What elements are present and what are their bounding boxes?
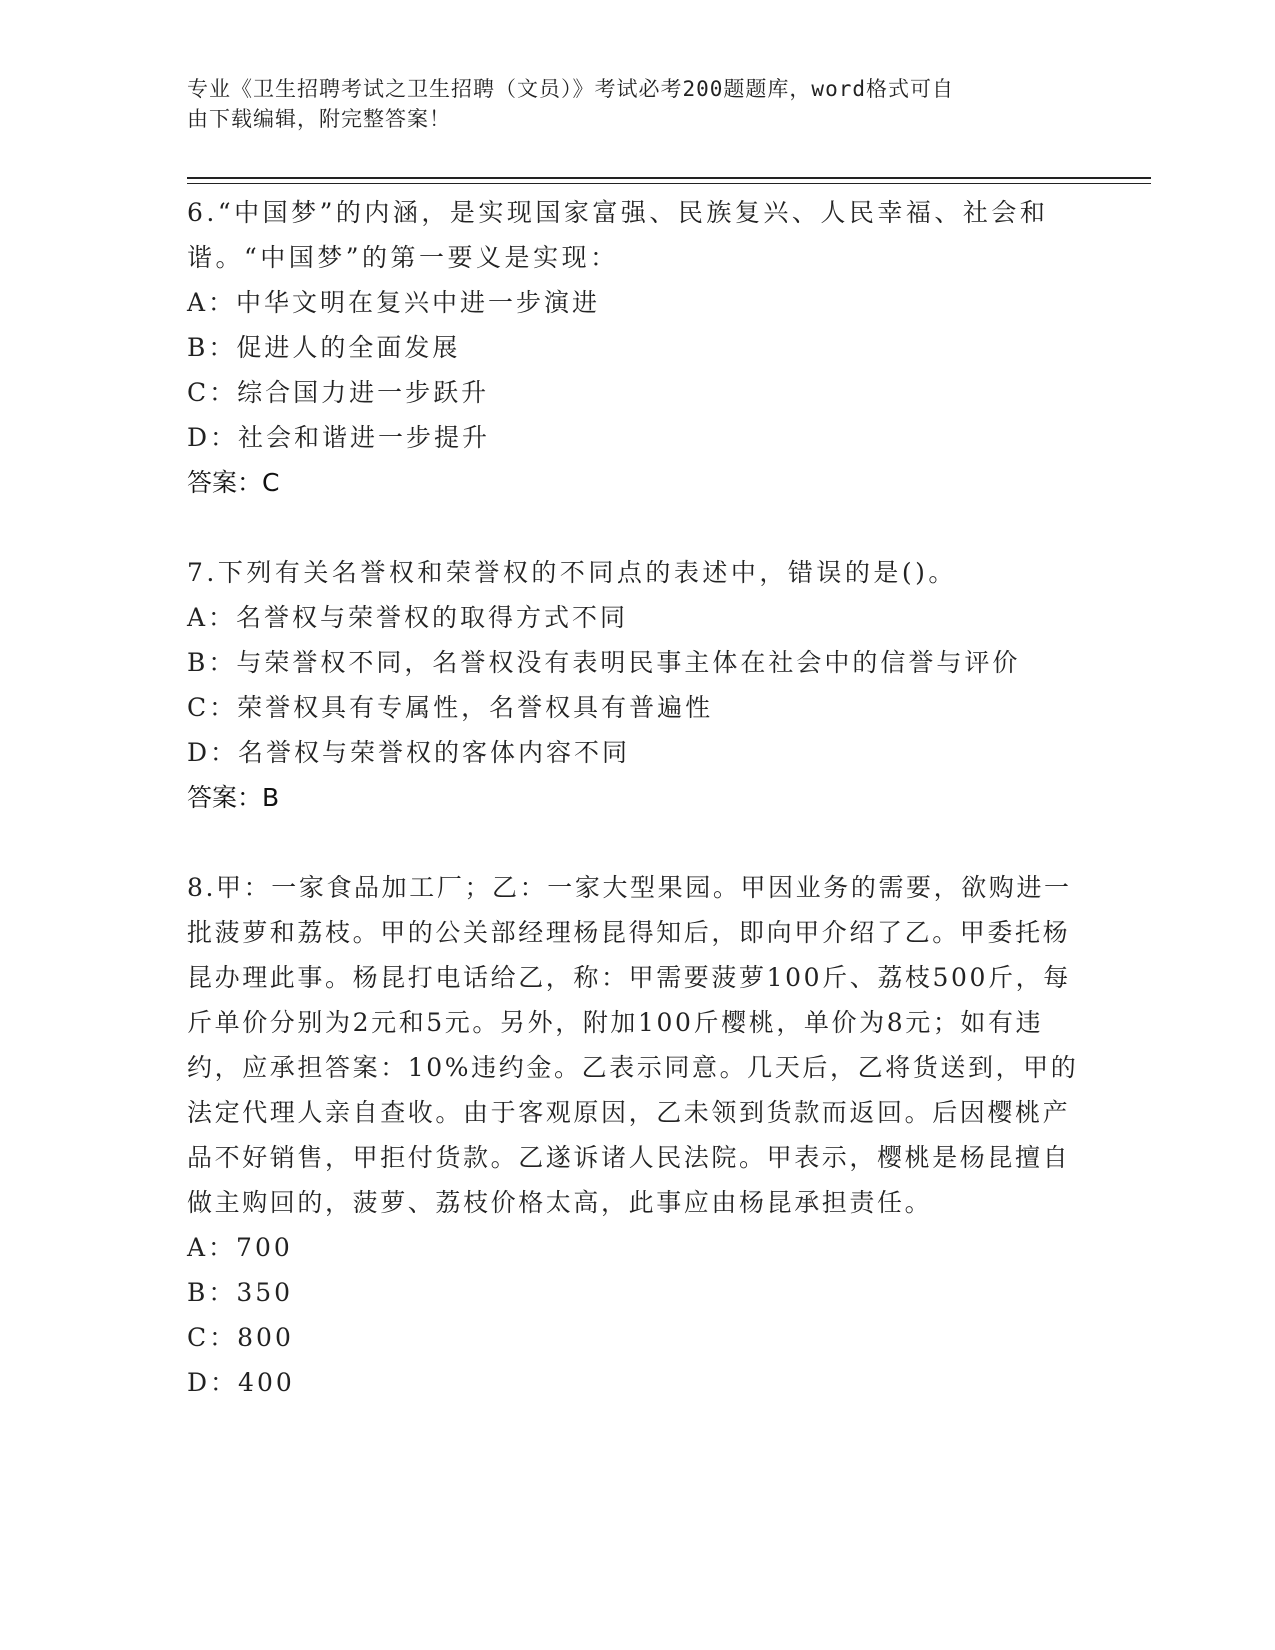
option-b: B：350 — [187, 1278, 294, 1307]
option-b: B：促进人的全面发展 — [187, 333, 461, 362]
header-line-1: 专业《卫生招聘考试之卫生招聘（文员）》考试必考200题题库，word格式可自 — [187, 77, 954, 101]
option-c: C：荣誉权具有专属性，名誉权具有普遍性 — [187, 693, 714, 722]
option-d: D：名誉权与荣誉权的客体内容不同 — [187, 738, 631, 767]
question-text: 6.“中国梦”的内涵，是实现国家富强、民族复兴、人民幸福、社会和谐。“中国梦”的第一要义是实现： — [187, 198, 1049, 272]
question-6 — [187, 190, 1087, 505]
option-c: C：综合国力进一步跃升 — [187, 378, 490, 407]
header-line-2: 由下载编辑，附完整答案！ — [187, 107, 451, 131]
option-d: D：400 — [187, 1368, 295, 1397]
question-text: 7.下列有关名誉权和荣誉权的不同点的表述中，错误的是()。 — [187, 558, 957, 587]
header-divider-thick — [187, 177, 1151, 179]
option-b: B：与荣誉权不同，名誉权没有表明民事主体在社会中的信誉与评价 — [187, 648, 1021, 677]
option-a: A：700 — [187, 1233, 293, 1262]
option-a: A：中华文明在复兴中进一步演进 — [187, 288, 601, 317]
answer-text: 答案：B — [187, 783, 280, 812]
question-8 — [187, 865, 1087, 1405]
answer-text: 答案：C — [187, 468, 280, 497]
header-divider-thin — [187, 183, 1151, 184]
question-list — [187, 190, 1087, 1405]
spacer — [187, 505, 1087, 550]
option-d: D：社会和谐进一步提升 — [187, 423, 491, 452]
option-c: C：800 — [187, 1323, 294, 1352]
option-a: A：名誉权与荣誉权的取得方式不同 — [187, 603, 629, 632]
spacer — [187, 820, 1087, 865]
question-7 — [187, 550, 1087, 820]
document-header — [187, 74, 1067, 134]
question-text: 8.甲：一家食品加工厂；乙：一家大型果园。甲因业务的需要，欲购进一批菠萝和荔枝。甲的公关部经理杨昆得知后，即向甲介绍了乙。甲委托杨昆办理此事。杨昆打电话给乙，称：甲需要菠萝100斤、荔枝500斤，每斤单价分别为2元和5元。另外，附加100斤樱桃，单价为8元；如有违约，应承担答案：10%违约金。乙表示同意。几天后，乙将货送到，甲的法定代理人亲自查收。由于客观原因，乙未领到货款而返回。后因樱桃产品不好销售，甲拒付货款。乙遂诉诸人民法院。甲表示，樱桃是杨昆擅自做主购回的，菠萝、荔枝价格太高，此事应由杨昆承担责任。 — [187, 873, 1079, 1217]
